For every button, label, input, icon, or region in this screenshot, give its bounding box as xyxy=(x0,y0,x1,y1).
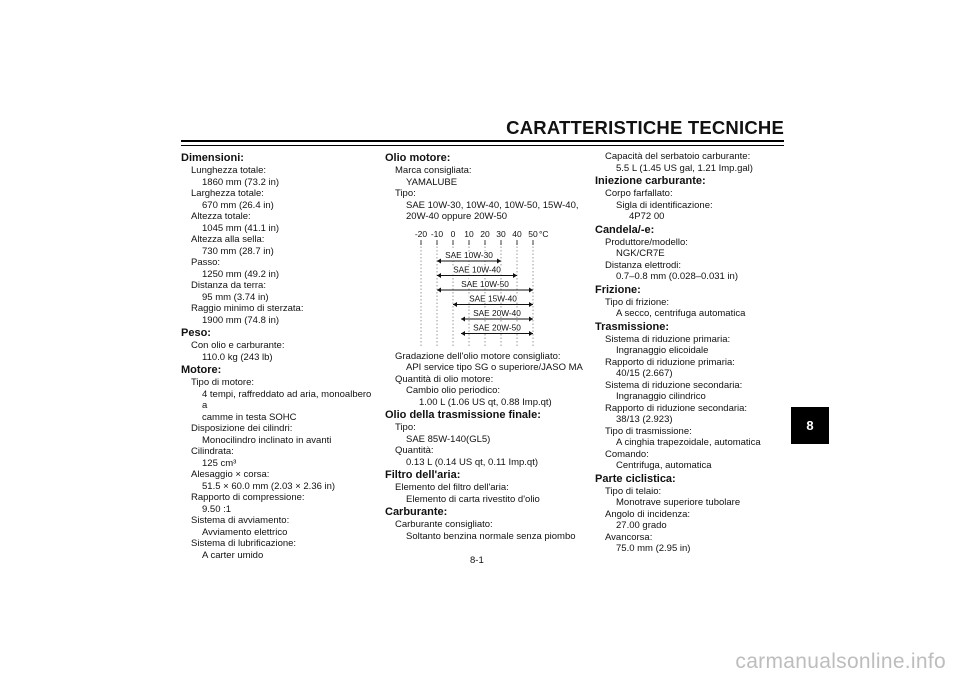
temperature-tick-label: 0 xyxy=(450,228,456,239)
spec-line: 730 mm (28.7 in) xyxy=(202,245,274,257)
spec-column-2-bottom xyxy=(385,351,585,543)
spec-line: A carter umido xyxy=(202,549,264,561)
spec-line: Capacità del serbatoio carburante: xyxy=(605,151,751,162)
spec-line: 27.00 grado xyxy=(616,520,667,531)
temperature-unit: °C xyxy=(539,228,549,239)
spec-line: Rapporto di compressione: xyxy=(191,492,305,503)
grade-arrow-left xyxy=(453,302,457,307)
spec-line: Monotrave superiore tubolare xyxy=(616,497,741,508)
spec-line: 0.7–0.8 mm (0.028–0.031 in) xyxy=(616,271,738,282)
spec-line: A cinghia trapezoidale, automatica xyxy=(616,437,761,448)
spec-line: Alesaggio × corsa: xyxy=(191,469,270,480)
spec-column-2 xyxy=(385,151,585,542)
spec-line: Con olio e carburante: xyxy=(191,340,285,351)
spec-line: 670 mm (26.4 in) xyxy=(202,199,274,211)
spec-line: Centrifuga, automatica xyxy=(616,460,712,471)
spec-line: YAMALUBE xyxy=(406,176,458,188)
spec-line: Carburante consigliato: xyxy=(395,519,493,530)
spec-line: Rapporto di riduzione primaria: xyxy=(605,356,735,368)
section-heading: Carburante: xyxy=(385,506,448,518)
spec-line: API service tipo SG o superiore/JASO MA xyxy=(406,362,583,373)
spec-line: 9.50 :1 xyxy=(202,503,232,515)
temperature-tick-label: -10 xyxy=(430,228,444,239)
spec-line: Sigla di identificazione: xyxy=(616,199,713,211)
spec-line: 1045 mm (41.1 in) xyxy=(202,222,280,234)
spec-line: 1250 mm (49.2 in) xyxy=(202,268,280,280)
spec-line: A secco, centrifuga automatica xyxy=(616,308,746,319)
spec-line: Gradazione dell'olio motore consigliato: xyxy=(395,350,561,362)
spec-line: Elemento del filtro dell'aria: xyxy=(395,482,509,493)
grade-arrow-right xyxy=(513,273,517,278)
temperature-tick-label: 50 xyxy=(528,228,538,239)
oil-viscosity-chart-svg xyxy=(395,227,565,349)
temperature-tick-label: 40 xyxy=(512,228,522,239)
grade-label: SAE 20W-40 xyxy=(473,307,521,318)
spec-line: Tipo di trasmissione: xyxy=(605,425,692,437)
watermark: carmanualsonline.info xyxy=(735,650,946,673)
spec-column-2-top xyxy=(385,152,585,223)
section-heading: Dimensioni: xyxy=(181,152,244,164)
title-rule-thick xyxy=(181,140,784,142)
section-heading: Candela/-e: xyxy=(595,223,655,236)
grade-label: SAE 10W-40 xyxy=(453,264,501,274)
spec-line: Elemento di carta rivestito d'olio xyxy=(406,493,540,505)
chapter-tab: 8 xyxy=(791,407,829,444)
grade-arrow-left xyxy=(437,273,441,278)
section-heading: Peso: xyxy=(181,327,211,339)
spec-line: 40/15 (2.667) xyxy=(616,368,673,379)
section-heading: Frizione: xyxy=(595,283,641,296)
spec-line: Raggio minimo di sterzata: xyxy=(191,303,304,314)
spec-line: 1860 mm (73.2 in) xyxy=(202,176,280,188)
spec-line: Tipo di telaio: xyxy=(605,485,662,497)
spec-line: SAE 85W-140(GL5) xyxy=(406,433,491,445)
spec-line: Ingranaggio cilindrico xyxy=(616,391,706,402)
spec-line: Tipo: xyxy=(395,422,416,433)
grade-label: SAE 15W-40 xyxy=(469,293,517,303)
spec-line: Comando: xyxy=(605,448,649,460)
spec-line: 75.0 mm (2.95 in) xyxy=(616,543,691,554)
spec-line: Cilindrata: xyxy=(191,446,234,457)
spec-line: Tipo di frizione: xyxy=(605,296,670,308)
spec-line: 1900 mm (74.8 in) xyxy=(202,314,280,326)
section-heading: Olio della trasmissione finale: xyxy=(385,409,541,421)
grade-label: SAE 10W-30 xyxy=(445,249,493,260)
spec-column-1 xyxy=(181,151,376,561)
temperature-tick-label: 20 xyxy=(480,228,490,239)
spec-line: 4 tempi, raffreddato ad aria, monoalbero a xyxy=(202,388,372,411)
oil-viscosity-chart xyxy=(395,227,565,349)
spec-line: Angolo di incidenza: xyxy=(605,508,691,520)
spec-column-3 xyxy=(595,151,790,555)
spec-line: Corpo farfallato: xyxy=(605,188,673,199)
grade-arrow-right xyxy=(529,331,533,336)
title-rule-thin xyxy=(181,145,784,146)
spec-line: Rapporto di riduzione secondaria: xyxy=(605,402,748,414)
spec-line: Produttore/modello: xyxy=(605,236,688,248)
spec-line: Soltanto benzina normale senza piombo xyxy=(406,530,576,542)
grade-label: SAE 10W-50 xyxy=(461,278,509,289)
spec-line: 20W-40 oppure 20W-50 xyxy=(406,211,508,222)
spec-line: Distanza da terra: xyxy=(191,280,266,291)
spec-line: 4P72 00 xyxy=(629,211,665,222)
page-title: CARATTERISTICHE TECNICHE xyxy=(506,117,784,138)
spec-line: Tipo di motore: xyxy=(191,377,255,388)
spec-line: Ingranaggio elicoidale xyxy=(616,345,709,356)
spec-line: Tipo: xyxy=(395,188,416,199)
spec-line: Distanza elettrodi: xyxy=(605,259,682,271)
spec-line: 51.5 × 60.0 mm (2.03 × 2.36 in) xyxy=(202,480,336,492)
grade-arrow-right xyxy=(529,302,533,307)
spec-line: Passo: xyxy=(191,257,221,268)
grade-arrow-left xyxy=(437,258,441,263)
section-heading: Motore: xyxy=(181,364,222,376)
grade-arrow-right xyxy=(529,287,533,292)
spec-line: camme in testa SOHC xyxy=(202,411,297,423)
section-heading: Olio motore: xyxy=(385,152,451,164)
spec-line: Sistema di lubrificazione: xyxy=(191,538,297,549)
spec-line: Avancorsa: xyxy=(605,531,653,543)
spec-line: Larghezza totale: xyxy=(191,188,264,199)
temperature-tick-label: 10 xyxy=(464,228,474,239)
spec-line: 110.0 kg (243 lb) xyxy=(202,351,273,363)
grade-arrow-left xyxy=(437,287,441,292)
section-heading: Iniezione carburante: xyxy=(595,175,706,187)
grade-arrow-right xyxy=(497,258,501,263)
spec-line: 1.00 L (1.06 US qt, 0.88 Imp.qt) xyxy=(419,396,552,408)
spec-line: Sistema di riduzione primaria: xyxy=(605,333,731,345)
spec-line: SAE 10W-30, 10W-40, 10W-50, 15W-40, xyxy=(406,199,579,211)
section-heading: Parte ciclistica: xyxy=(595,472,676,485)
spec-line: Altezza alla sella: xyxy=(191,234,265,245)
spec-line: Altezza totale: xyxy=(191,211,251,222)
spec-line: NGK/CR7E xyxy=(616,248,665,259)
spec-line: Quantità di olio motore: xyxy=(395,373,494,385)
spec-line: 125 cm³ xyxy=(202,457,237,469)
temperature-tick-label: -20 xyxy=(414,228,428,239)
spec-line: 5.5 L (1.45 US gal, 1.21 Imp.gal) xyxy=(616,162,753,174)
page-number: 8-1 xyxy=(470,555,484,566)
spec-line: Lunghezza totale: xyxy=(191,165,267,176)
section-heading: Filtro dell'aria: xyxy=(385,469,461,481)
spec-line: 0.13 L (0.14 US qt, 0.11 Imp.qt) xyxy=(406,456,539,468)
spec-line: Disposizione dei cilindri: xyxy=(191,423,293,434)
grade-arrow-right xyxy=(529,316,533,321)
spec-line: 95 mm (3.74 in) xyxy=(202,291,269,303)
spec-line: 38/13 (2.923) xyxy=(616,414,673,425)
spec-line: Sistema di avviamento: xyxy=(191,515,290,526)
spec-line: Marca consigliata: xyxy=(395,165,472,176)
spec-line: Avviamento elettrico xyxy=(202,526,288,538)
grade-arrow-left xyxy=(461,331,465,336)
spec-line: Cambio olio periodico: xyxy=(406,385,500,396)
grade-label: SAE 20W-50 xyxy=(473,322,521,332)
spec-line: Monocilindro inclinato in avanti xyxy=(202,434,332,446)
grade-arrow-left xyxy=(461,316,465,321)
spec-line: Sistema di riduzione secondaria: xyxy=(605,379,743,391)
section-heading: Trasmissione: xyxy=(595,320,669,333)
spec-line: Quantità: xyxy=(395,445,434,456)
temperature-tick-label: 30 xyxy=(496,228,506,239)
